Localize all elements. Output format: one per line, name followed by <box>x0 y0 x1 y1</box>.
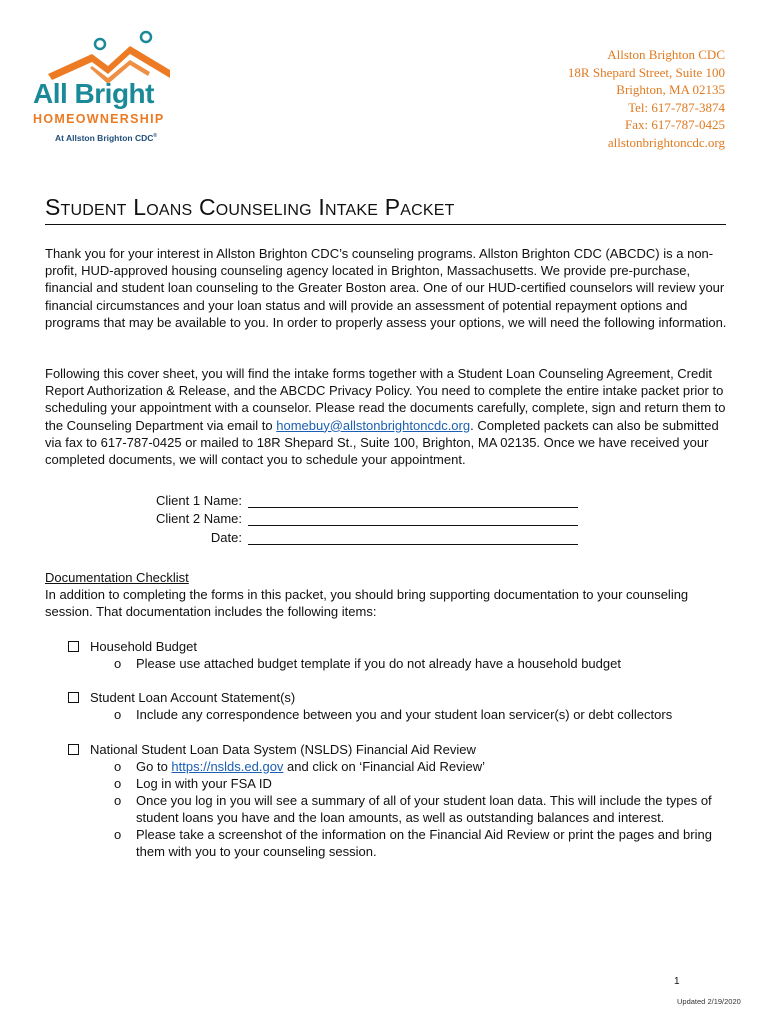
nslds-link[interactable]: https://nslds.ed.gov <box>171 759 284 774</box>
sub-item-text: Include any correspondence between you and your student loan servicer(s) or debt collectors <box>136 707 673 722</box>
client1-name-field[interactable] <box>248 494 578 508</box>
page-number: 1 <box>674 976 680 987</box>
sub-item-text: Please take a screenshot of the information on the Financial Aid Review or print the pages and bring them with you to your counseling session. <box>136 827 712 859</box>
contact-city: Brighton, MA 02135 <box>616 82 725 97</box>
client2-name-field[interactable] <box>248 512 578 526</box>
sub-item-text: Please use attached budget template if you do not already have a household budget <box>136 656 621 671</box>
checklist-item <box>68 689 734 723</box>
instructions-text-after: . Completed packets can also be submitted via fax to 617-787-0425 or mailed to 18R Shepard St., Suite 100, Brighton, MA 02135. Once we have received your completed documents, we will contact you to schedule your appointment. <box>45 417 719 468</box>
contact-tel: Tel: 617-787-3874 <box>628 99 725 115</box>
email-link[interactable]: homebuy@allstonbrightoncdc.org <box>276 417 471 433</box>
checklist-item-row <box>68 689 734 706</box>
contact-org: Allston Brighton CDC <box>607 47 725 62</box>
sub-item <box>114 792 734 826</box>
checklist-item-label: Household Budget <box>90 639 197 654</box>
contact-fax: Fax: 617-787-0425 <box>624 117 725 132</box>
checklist-intro: In addition to completing the forms in this packet, you should bring supporting documentation to your counseling session. That documentation includes the following items: <box>45 587 689 620</box>
sub-bullet: o <box>114 656 122 671</box>
sub-item <box>114 706 734 723</box>
go-to-text-after: and click on ‘Financial Aid Review’ <box>283 759 486 774</box>
sub-item <box>114 758 734 775</box>
logo-tagline: HOMEOWNERSHIP <box>33 112 165 126</box>
client1-row <box>120 489 578 508</box>
instructions-paragraph <box>45 365 730 468</box>
client2-row <box>120 508 578 527</box>
checklist-heading: Documentation Checklist <box>45 570 189 585</box>
checklist-item <box>68 741 734 860</box>
date-label: Date: <box>210 529 242 545</box>
sub-item-text: Log in with your FSA ID <box>136 776 272 791</box>
intro-paragraph: Thank you for your interest in Allston Brighton CDC’s counseling programs. Allston Brighton CDC (ABCDC) is a non-profit, HUD-approved housing counseling agency located in Brighton, Massachusetts. We provide pre-purchase, financial and student loan counseling to the Greater Boston area. One of our HUD-certified counselors will review your financial circumstances and your loan status and will provide an assessment of potential repayment options and programs that may be available to you. In order to properly assess your options, we will need the following information. <box>45 246 727 330</box>
client1-label: Client 1 Name: <box>156 492 242 508</box>
date-row <box>120 526 578 545</box>
checkbox[interactable] <box>68 641 79 652</box>
checklist-item-row <box>68 638 734 655</box>
client-fields <box>120 489 578 545</box>
sub-bullet: o <box>114 759 122 774</box>
checklist-item-row <box>68 741 734 758</box>
checklist-item <box>68 638 734 672</box>
updated-date: Updated 2/19/2020 <box>677 997 741 1006</box>
date-field[interactable] <box>248 531 578 545</box>
checklist-item-label: Student Loan Account Statement(s) <box>90 690 296 705</box>
sub-item <box>114 826 734 860</box>
sub-bullet: o <box>114 707 122 722</box>
client2-label: Client 2 Name: <box>156 511 242 526</box>
checkbox[interactable] <box>68 692 79 703</box>
contact-website[interactable]: allstonbrightoncdc.org <box>607 134 725 150</box>
go-to-text: Go to <box>136 759 172 774</box>
sub-bullet: o <box>114 793 122 808</box>
checkbox[interactable] <box>68 744 79 755</box>
document-title: Student Loans Counseling Intake Packet <box>45 192 726 225</box>
sub-item-text <box>136 758 734 775</box>
checklist-item-label: National Student Loan Data System (NSLDS) Financial Aid Review <box>90 742 476 757</box>
sub-item <box>114 775 734 792</box>
sub-item <box>114 655 734 672</box>
logo-subtitle-text: At Allston Brighton CDC <box>55 133 154 143</box>
sub-bullet: o <box>114 776 122 791</box>
logo-name: All Bright <box>33 78 154 109</box>
sub-item-text: Once you log in you will see a summary of all of your student loan data. This will include the types of student loans you have and the loan amounts, as well as outstanding balances and interest. <box>136 793 712 825</box>
contact-street: 18R Shepard Street, Suite 100 <box>567 64 725 80</box>
contact-block <box>568 46 725 151</box>
instructions-text-before: Following this cover sheet, you will find the intake forms together with a Student Loan Counseling Agreement, Credit Report Authorization & Release, and the ABCDC Privacy Policy. You need to complete the entire intake packet prior to scheduling your appointment with a counselor. Please read the documents carefully, complete, sign and return them to the Counseling Department via email to <box>45 366 726 433</box>
organization-logo <box>30 28 195 150</box>
logo-subtitle: At Allston Brighton CDC® <box>55 133 158 143</box>
sub-bullet: o <box>114 827 122 842</box>
